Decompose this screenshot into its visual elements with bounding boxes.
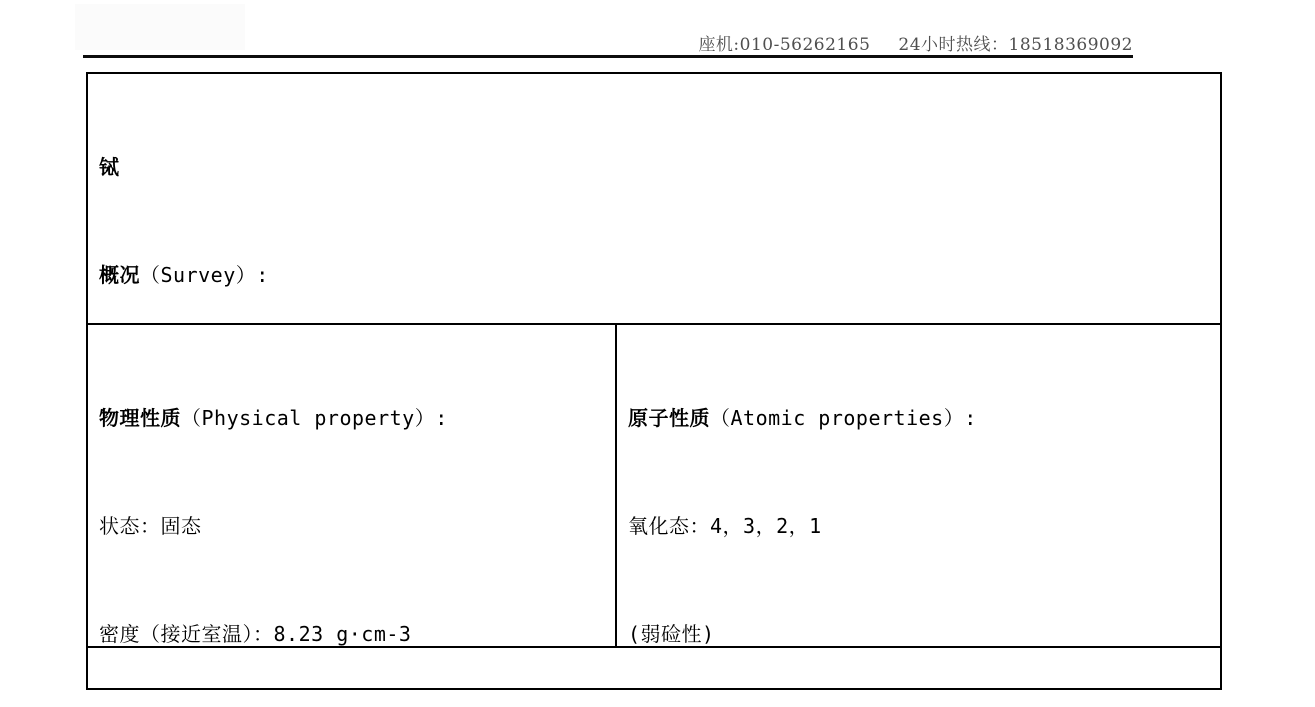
intro-section: [88, 74, 1220, 325]
atomic-properties-cell: [617, 325, 1220, 646]
section-heading-atomic: [628, 400, 1206, 436]
customization-note-row: [88, 648, 1220, 688]
atomic-heading-cn: 原子性质: [628, 406, 710, 430]
survey-heading-cn: 概况: [99, 263, 140, 287]
physical-line-state: 状态：固态: [99, 514, 202, 538]
element-info-table: [86, 72, 1222, 690]
logo-placeholder: [75, 4, 245, 50]
element-title: 铽: [99, 155, 120, 179]
physical-line-density: 密度（接近室温）：8.23 g·cm-3: [99, 622, 412, 646]
atomic-line-oxidation-states: 氧化态：4，3，2，1: [628, 514, 822, 538]
physical-heading-en: （Physical property）:: [181, 406, 448, 430]
contact-header: [698, 30, 1133, 55]
properties-row: [88, 325, 1220, 648]
survey-heading-en: （Survey）:: [140, 263, 269, 287]
atomic-line-basicity: (弱硷性): [628, 622, 715, 646]
physical-properties-cell: [88, 325, 617, 646]
physical-heading-cn: 物理性质: [99, 406, 181, 430]
section-heading-survey: [99, 257, 1206, 293]
section-heading-physical: [99, 400, 601, 436]
hotline-number: 24小时热线：18518369092: [898, 35, 1133, 55]
atomic-heading-en: （Atomic properties）:: [710, 406, 977, 430]
header-divider-rule: [83, 55, 1133, 58]
landline-number: 座机:010-56262165: [698, 35, 871, 55]
